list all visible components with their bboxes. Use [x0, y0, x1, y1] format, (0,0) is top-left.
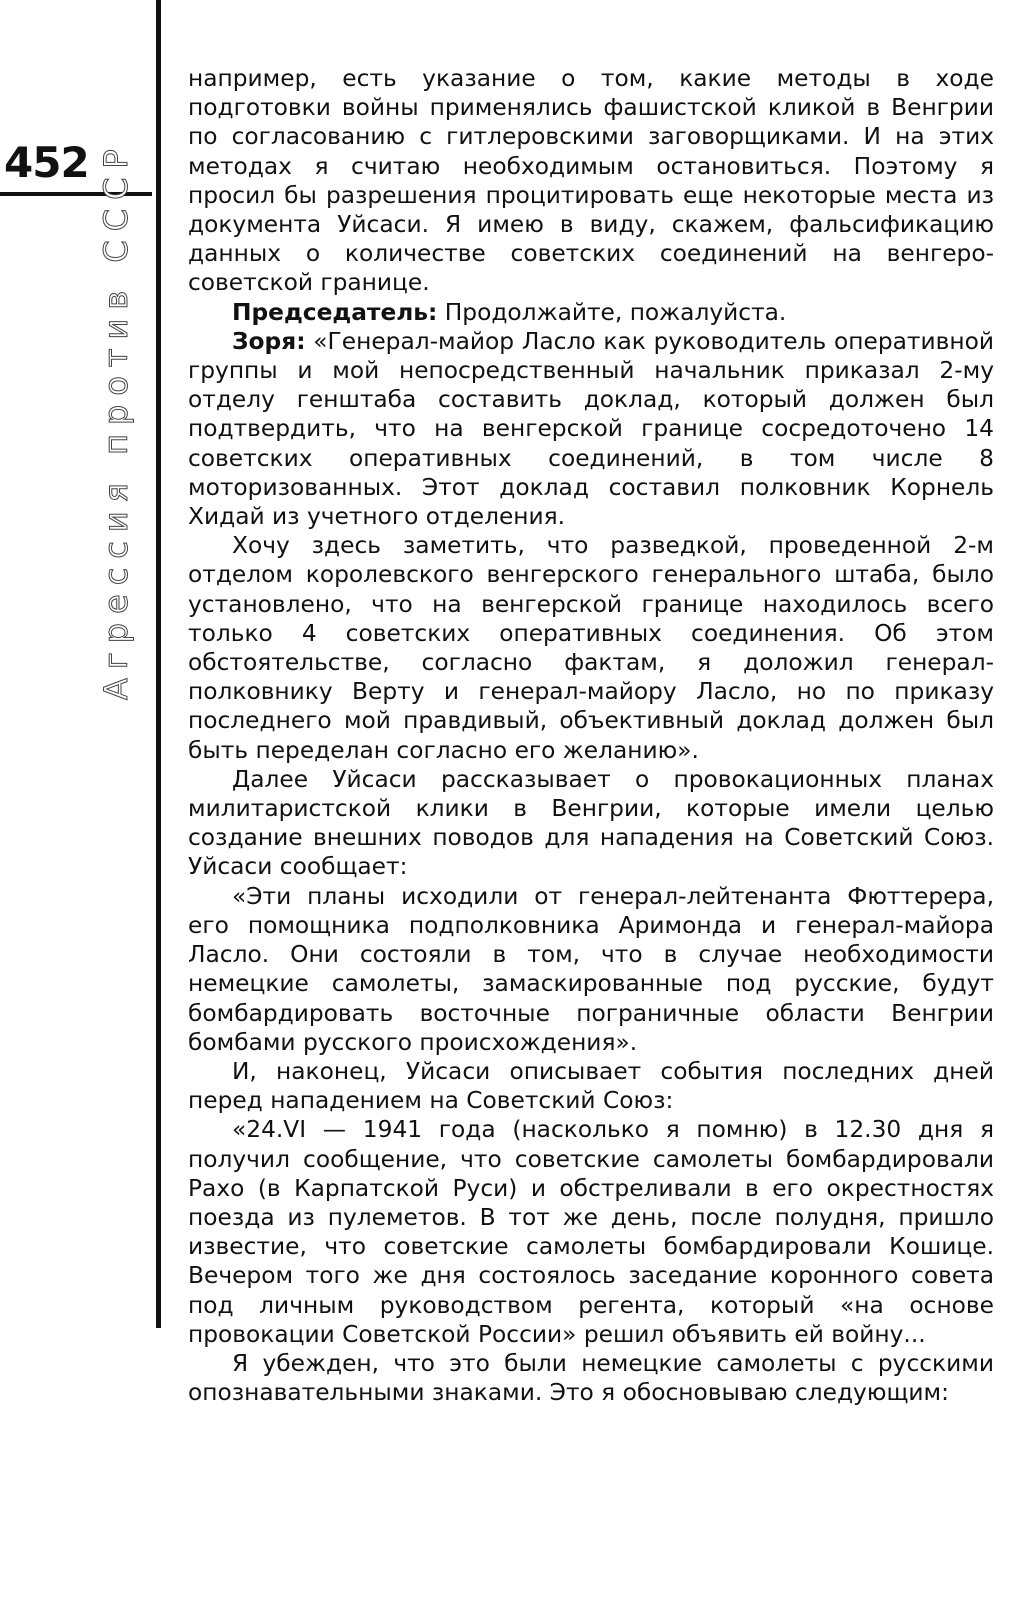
margin-vertical-rule	[156, 0, 161, 1328]
paragraph	[188, 327, 994, 531]
paragraph: «Эти планы исходили от генерал-лейтенанта Фюттерера, его помощника подполковника Аримонда и генерал-майора Ласло. Они состояли в том, что в случае необходимости немецкие самолеты, замаскированные под русские, будут бомбардировать восточные пограничные области Венгрии бомбами русского происхождения».	[188, 882, 994, 1056]
page-number: 452	[4, 138, 89, 187]
speaker-name: Зоря:	[232, 327, 306, 355]
speaker-name: Председатель:	[232, 298, 438, 326]
paragraph	[188, 298, 994, 327]
speech-text: «Генерал-майор Ласло как руководитель оперативной группы и мой непосредственный начальник приказал 2-му отделу генштаба составить доклад, который должен был подтвердить, что на венгерской границе сосредоточено 14 советских оперативных соединений, в том числе 8 моторизованных. Этот доклад составил полковник Корнель Хидай из учетного отделения.	[188, 327, 994, 531]
paragraph: Далее Уйсаси рассказывает о провокационных планах милитаристской клики в Венгрии, которые имели целью создание внешних поводов для нападения на Советский Союз. Уйсаси сообщает:	[188, 765, 994, 881]
paragraph: Хочу здесь заметить, что разведкой, проведенной 2-м отделом королевского венгерского генерального штаба, было установлено, что на венгерской границе находилось всего только 4 советских оперативных соединения. Об этом обстоятельстве, согласно фактам, я доложил генерал-полковнику Верту и генерал-майору Ласло, но по приказу последнего мой правдивый, объективный доклад должен был быть переделан согласно его желанию».	[188, 532, 994, 764]
running-title: Агрессия против СССР	[97, 140, 135, 700]
paragraph: например, есть указание о том, какие методы в ходе подготовки войны применялись фашистской кликой в Венгрии по согласованию с гитлеровскими заговорщиками. И на этих методах я считаю необходимым остановиться. Поэтому я просил бы разрешения процитировать еще некоторые места из документа Уйсаси. Я имею в виду, скажем, фальсификацию данных о количестве советских соединений на венгеро-советской границе.	[188, 65, 994, 297]
paragraph: «24.VI — 1941 года (насколько я помню) в 12.30 дня я получил сообщение, что советские самолеты бомбардировали Рахо (в Карпатской Руси) и обстреливали в его окрестностях поезда из пулеметов. В тот же день, после полудня, пришло известие, что советские самолеты бомбардировали Кошице. Вечером того же дня состоялось заседание коронного совета под личным руководством регента, который «на основе провокации Советской России» решил объявить ей войну...	[188, 1116, 994, 1348]
paragraph: Я убежден, что это были немецкие самолеты с русскими опознавательными знаками. Это я обосновываю следующим:	[188, 1349, 994, 1407]
speech-text: Продолжайте, пожалуйста.	[437, 298, 787, 326]
paragraph: И, наконец, Уйсаси описывает события последних дней перед нападением на Советский Союз:	[188, 1057, 994, 1115]
text-column	[188, 64, 994, 1407]
